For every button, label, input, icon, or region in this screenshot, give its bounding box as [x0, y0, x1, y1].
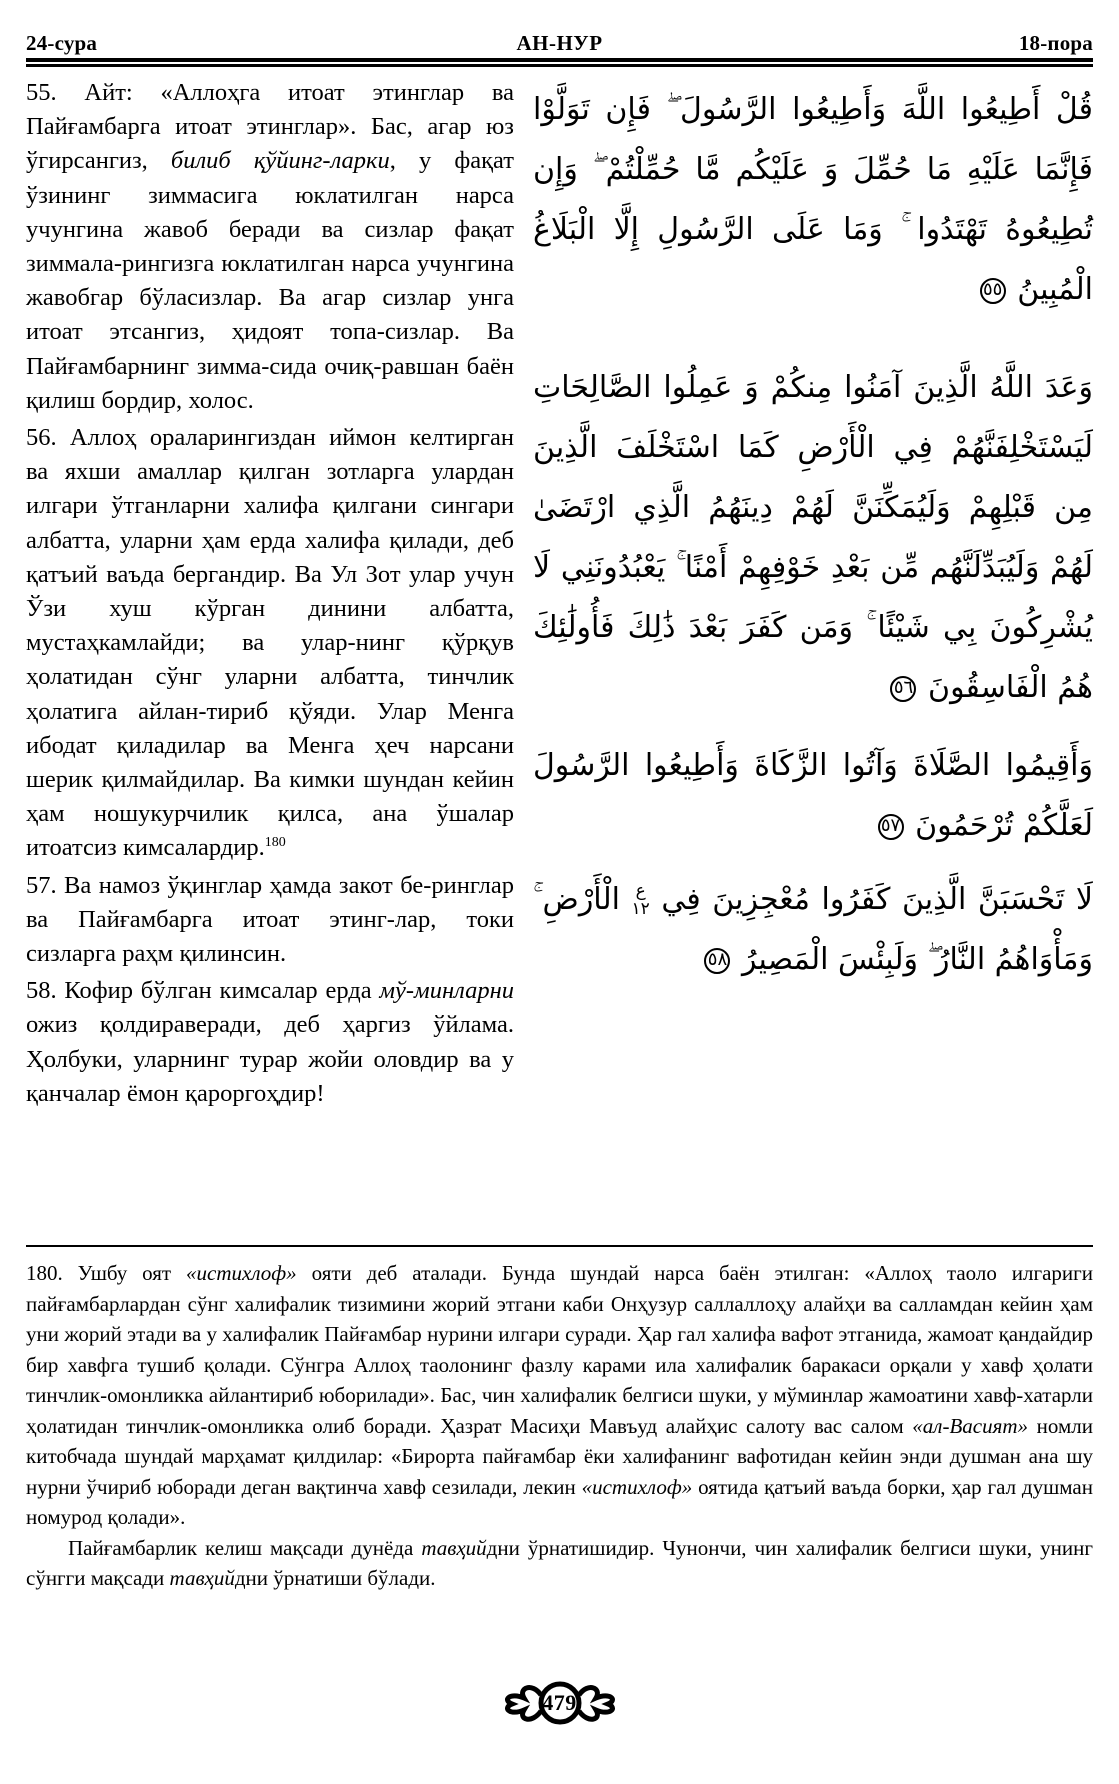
- footnote-ref-180[interactable]: 180: [264, 835, 286, 851]
- running-head-left: 24-сура: [26, 31, 98, 55]
- verse-58-text-a: Кофир бўлган кимсалар ерда: [56, 977, 380, 1005]
- arabic-line: فَإِن تَوَلَّوْا فَإِنَّمَا عَلَيْهِ مَا حُمِّلَ وَ: [533, 92, 1093, 187]
- arabic-ayah-55: [533, 80, 1093, 320]
- arabic-ayah-58: [533, 870, 1093, 990]
- ayah-number-marker: ٥٨: [704, 948, 730, 974]
- footnote-seg-italic: «истихлоф»: [581, 1474, 693, 1499]
- ruku-marker: ع ١٢: [631, 880, 650, 919]
- verse-57: [26, 869, 514, 972]
- verse-number-55: 55.: [26, 79, 57, 106]
- verse-number-56: 56.: [26, 424, 57, 452]
- folio: [0, 1680, 1119, 1726]
- arabic-line: الْأَرْضِ ۚ وَمَأْوَاهُمُ النَّارُ ۖ وَلَبِئْسَ الْمَصِيرُ: [533, 882, 1093, 977]
- footnote-seg: дни ўрнатиши бўлади.: [234, 1566, 436, 1590]
- footnote-seg: дни ўрнатишидир. Чунончи, чин халифалик белгиси шуки, унинг сўнгги мақсади: [26, 1535, 1093, 1590]
- verse-56-text: Аллоҳ ораларингиздан иймон келтирган ва яхши амаллар қилган зотларга улардан илгари ўтганларни халифа қилгани сингари албатта, уларни ҳам ерда халифа қилади, деб қатъий ваъда бергандир. Ва Ул Зот улар учун Ўзи хуш кўрган динини албатта, мустаҳкамлайди; ва улар-нинг қўрқув ҳолатидан сўнг уларни албатта, тинчлик ҳолатига айлан-тириб қўяди. Улар Менга ибодат қиладилар ва Менга ҳеч нарсани шерик қилмайдилар. Ва кимки шундан кейин ҳам ношукурчилик қилса, ана ўшалар итоатсиз кимсалардир.: [26, 424, 514, 862]
- footnote-divider: [26, 1245, 1093, 1247]
- footnote-seg: номли китобчада шундай марҳамат қилдилар: «Бирорта пайғамбар ёки халифанинг вафотидан кейин энди душман ана шу нурни ўчириб юборади деган вақтинча хавф сезилади, лекин: [26, 1413, 1093, 1499]
- arabic-line: عَلَيْكُم مَّا حُمِّلْتُمْ ۖ وَإِن تُطِيعُوهُ تَهْتَدُوا ۚ: [533, 152, 1093, 247]
- arabic-line: وَلَيُمَكِّنَنَّ لَهُمْ دِينَهُمُ الَّذِي ارْتَضَىٰ لَهُمْ: [533, 490, 1093, 585]
- verse-number-58: 58.: [26, 977, 57, 1005]
- footnote-seg: Ушбу оят: [62, 1261, 187, 1285]
- ayah-number-marker: ٥٥: [980, 278, 1006, 304]
- verse-55-italic: билиб қўйинг-ларки: [170, 147, 390, 175]
- verse-58-text-b: ожиз қолдираверади, деб ҳаргиз ўйлама. Ҳолбуки, уларнинг турар жойи оловдир ва у қанчалар ёмон қароргоҳдир!: [26, 1011, 514, 1107]
- folio-ornament: [480, 1680, 640, 1726]
- verse-58-italic: мў-минларни: [379, 977, 514, 1005]
- arabic-line: يَعْبُدُونَنِي لَا يُشْرِكُونَ بِي شَيْئًا ۚ وَمَن كَفَرَ: [533, 550, 1093, 645]
- verse-56: [26, 421, 514, 866]
- ayah-number-marker: ٥٦: [890, 676, 916, 702]
- footnote-number: 180.: [26, 1261, 63, 1285]
- ayah-number-marker: ٥٧: [878, 814, 904, 840]
- arabic-line: قُلْ أَطِيعُوا اللَّهَ وَأَطِيعُوا الرَّسُولَ ۖ: [666, 92, 1093, 127]
- verse-55: [26, 76, 514, 418]
- running-head-center: АН-НУР: [516, 31, 603, 55]
- verse-number-57: 57.: [26, 871, 57, 899]
- footnote-seg-italic: «ал-Васият»: [912, 1413, 1029, 1438]
- footnote-seg-italic: «истихлоф»: [186, 1261, 297, 1285]
- arabic-line: وَأَقِيمُوا الصَّلَاةَ وَآتُوا الزَّكَاةَ وَأَطِيعُوا: [644, 748, 1093, 783]
- footnote-section: [26, 1258, 1093, 1594]
- verse-57-text: Ва намоз ўқинглар ҳамда закот бе-ринглар ва Пайғамбарга итоат этинг-лар, токи сизларга раҳм қилинсин.: [26, 871, 514, 968]
- arabic-ayah-56: [533, 358, 1093, 718]
- header-divider: [26, 58, 1093, 67]
- footnote-seg: ояти деб аталади. Бунда шундай нарса баён этилган: «Аллоҳ таоло илгариги пайғамбарлардан сўнг халифалик тизимини жорий этгани каби Онҳузур саллаллоҳу алайҳи ва салламдан кейин ҳам уни жорий этади ва у халифалик Пайғамбар нурини илгари суради. Ҳар гал халифа вафот этганида, жамоат қандайдир бир хавфга тушиб қолади. Сўнгра Аллоҳ таолонинг фазлу карами ила халифалик баракаси орқали у хавф ҳолати тинчлик-омонликка айлантириб юборилади». Бас, чин халифалик белгиси шуки, у мўминлар жамоатини хавф-хатарли ҳолатидан тинчлик-омонликка олиб боради. Ҳазрат Масиҳи Мавъуд алайҳис салоту вас салом: [26, 1261, 1094, 1438]
- running-head-right: 18-пора: [1018, 31, 1093, 55]
- verse-55-text-b: , у фақат ўзининг зиммасига юклатилган нарса учунгина жавоб беради ва сизлар фақат зиммала-рингизга юклатилган нарса учунгина жавобгар бўласизлар. Ва агар сизлар унга итоат этсангиз, ҳидоят топа-сизлар. Ва Пайғамбарнинг зимма-сида очиқ-равшан баён қилиш бордир, холос.: [26, 147, 515, 414]
- footnote-seg-italic: тавҳий: [169, 1566, 235, 1590]
- verse-55-text-a: Айт: «Аллоҳга итоат этинглар ва Пайғамбарга итоат этинглар». Бас, агар юз ўгирсангиз,: [26, 79, 514, 175]
- arabic-line: وَمَا عَلَى الرَّسُولِ إِلَّا الْبَلَاغُ الْمُبِينُ: [533, 212, 1093, 307]
- arabic-line: الْأَرْضِ كَمَا اسْتَخْلَفَ الَّذِينَ مِن قَبْلِهِمْ: [533, 430, 1094, 525]
- arabic-line: بَعْدَ ذَٰلِكَ فَأُولَٰئِكَ هُمُ الْفَاسِقُونَ: [533, 610, 1093, 705]
- footnote-seg-italic: тавҳий: [421, 1535, 487, 1560]
- arabic-line: عَمِلُوا الصَّالِحَاتِ لَيَسْتَخْلِفَنَّهُمْ فِي: [533, 370, 1093, 465]
- arabic-line: الرَّسُولَ لَعَلَّكُمْ تُرْحَمُونَ: [533, 748, 1093, 843]
- footnote-closing-paragraph: [26, 1533, 1093, 1594]
- footnote-seg: Пайғамбарлик келиш мақсади дунёда: [68, 1535, 422, 1560]
- running-head: [26, 22, 1093, 56]
- translation-column: [26, 76, 514, 1111]
- arabic-line: وَعَدَ اللَّهُ الَّذِينَ آمَنُوا مِنكُمْ وَ: [744, 370, 1093, 405]
- arabic-ayah-57: [533, 736, 1093, 856]
- arabic-line: وَلَيُبَدِّلَنَّهُم مِّن بَعْدِ خَوْفِهِمْ أَمْنًا ۚ: [676, 550, 1040, 585]
- arabic-column: [533, 76, 1093, 990]
- body-columns: [26, 76, 1093, 1198]
- footnote-seg: оятида қатъий ваъда борки, ҳар гал душман номурод қолади».: [26, 1474, 1093, 1529]
- arabic-line: لَا تَحْسَبَنَّ الَّذِينَ كَفَرُوا مُعْجِزِينَ فِي: [661, 882, 1093, 917]
- page-number: 479: [542, 1690, 577, 1715]
- verse-58: [26, 974, 514, 1111]
- footnote-180: [26, 1258, 1093, 1533]
